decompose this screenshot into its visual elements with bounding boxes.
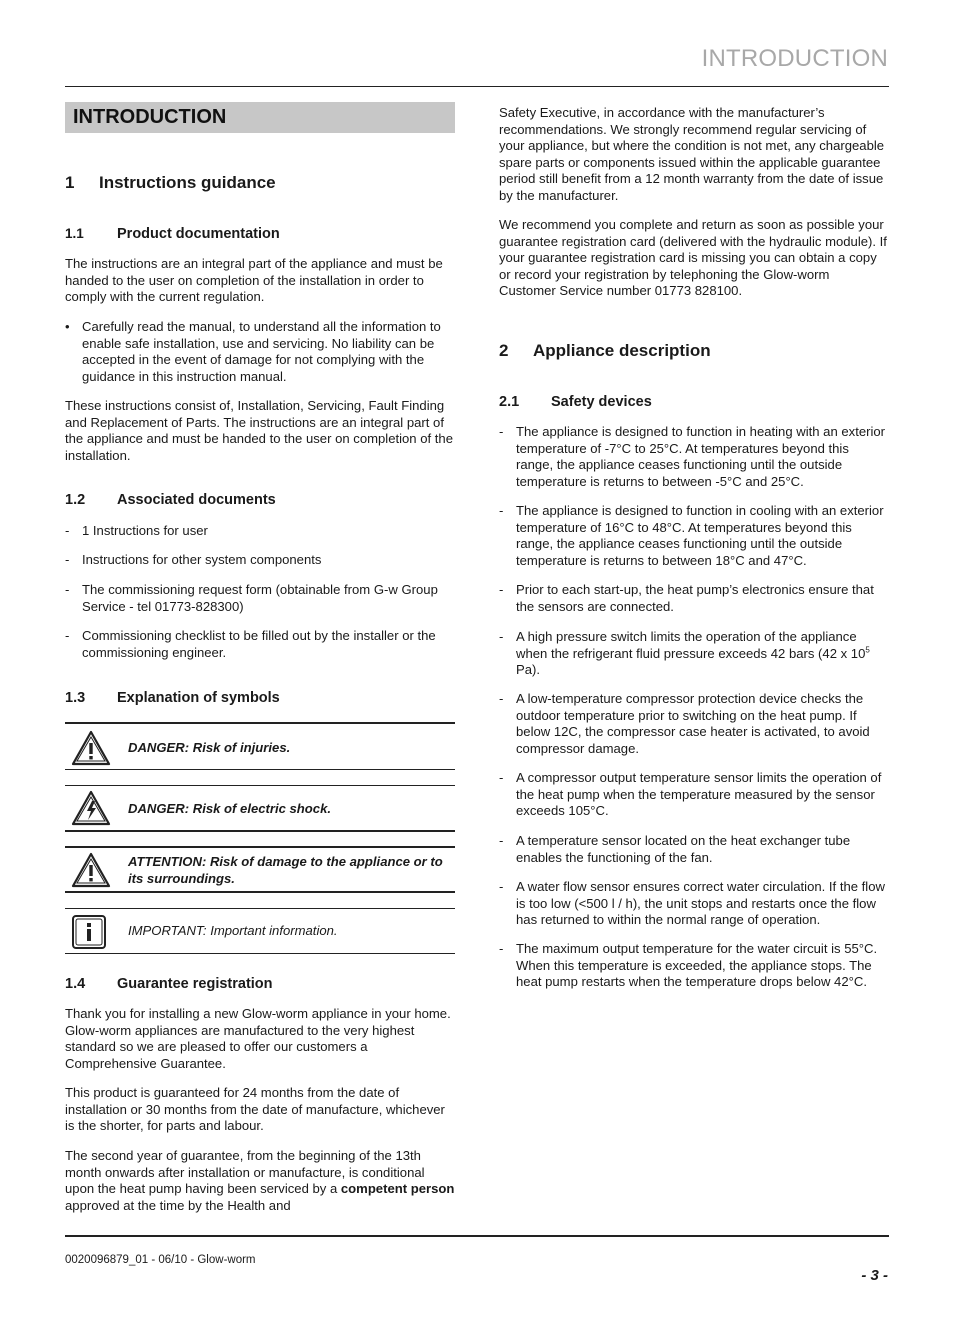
- header-rule: [65, 86, 889, 87]
- warning-triangle-icon: [71, 730, 111, 771]
- document-reference: 0020096879_01 - 06/10 - Glow-worm: [65, 1254, 256, 1266]
- list-item: [499, 879, 889, 929]
- list-item-text: The appliance is designed to function in cooling with an exterior temperature of 16°C to 48°C. At temperatures beyond this range, the appliance ceases functioning until the outside temperature is returns to between 18°C and 47°C.: [516, 503, 884, 568]
- dash-marker: -: [499, 770, 504, 785]
- list-item-text: The maximum output temperature for the water circuit is 55°C. When this temperature is exceeded, the appliance stops. The heat pump restarts when the temperature drops below 42°C.: [516, 941, 878, 990]
- page-header-title: INTRODUCTION: [701, 45, 888, 72]
- paragraph: These instructions consist of, Installation, Servicing, Fault Finding and Replacement of Parts. The instructions are an integral part of the appliance and must be handed to the user on completion of the installation.: [65, 398, 453, 463]
- heading-number: 1: [65, 173, 75, 192]
- list-item-text: Prior to each start-up, the heat pump’s electronics ensure that the sensors are connected.: [516, 582, 874, 614]
- heading-text: Product documentation: [117, 226, 280, 242]
- list-item-text: A temperature sensor located on the heat exchanger tube enables the functioning of the fan.: [516, 833, 851, 865]
- paragraph: [65, 1148, 455, 1214]
- symbol-text: DANGER: Risk of electric shock.: [128, 801, 332, 816]
- heading-1-2: [65, 491, 455, 509]
- electric-shock-icon: [71, 790, 111, 831]
- heading-text: Instructions guidance: [99, 173, 276, 192]
- list-item: [499, 833, 889, 866]
- heading-number: 2.1: [499, 394, 520, 410]
- list-item: [499, 691, 889, 757]
- list-item-text: A water flow sensor ensures correct water circulation. If the flow is too low (<500 l / h), the unit stops and restarts once the flow has returned to within the normal range of operation.: [516, 879, 885, 928]
- symbol-row: [65, 722, 455, 770]
- bullet-marker: •: [65, 319, 70, 334]
- list-item-text: Commissioning checklist to be filled out by the installer or the commissioning engineer.: [82, 628, 436, 660]
- dash-marker: -: [499, 941, 504, 956]
- list-item: [499, 582, 889, 615]
- list-item: [499, 770, 889, 820]
- list-item-text: The commissioning request form (obtainable from G-w Group Service - tel 01773-828300): [82, 582, 438, 614]
- heading-number: 2: [499, 341, 509, 360]
- symbol-row: [65, 846, 455, 893]
- dash-marker: -: [65, 552, 70, 567]
- list-item-text: 1 Instructions for user: [82, 523, 208, 538]
- dash-marker: -: [499, 879, 504, 894]
- paragraph: Thank you for installing a new Glow-worm appliance in your home. Glow-worm appliances are manufactured to the very highest standard so we are pleased to offer our customers a Comprehensive Guarantee.: [65, 1006, 451, 1071]
- list-item: [65, 523, 455, 540]
- info-icon: [71, 914, 107, 955]
- list-item: [65, 628, 455, 661]
- list-item-text: A compressor output temperature sensor limits the operation of the heat pump when the temperature measured by the sensor exceeds 105°C.: [516, 770, 882, 819]
- exponent: 5: [865, 645, 870, 655]
- dash-marker: -: [499, 691, 504, 706]
- attention-triangle-icon: [71, 852, 111, 893]
- symbol-row: [65, 785, 455, 832]
- paragraph: Safety Executive, in accordance with the manufacturer’s recommendations. We strongly recommend regular servicing of your appliance, but where the condition is not met, any chargeable spare parts or components issued within the applicable guarantee period still benefit from a 12 month warranty from the date of issue by the manufacturer.: [499, 105, 885, 203]
- list-item: [65, 552, 455, 569]
- list-item: [499, 941, 889, 991]
- heading-text: Guarantee registration: [117, 976, 273, 992]
- dash-marker: -: [65, 523, 70, 538]
- dash-marker: -: [65, 628, 70, 643]
- dash-marker: -: [499, 503, 504, 518]
- paragraph: The instructions are an integral part of the appliance and must be handed to the user on completion of the installation in order to comply with the current regulation.: [65, 256, 443, 305]
- heading-text: Associated documents: [117, 492, 276, 508]
- heading-1-4: [65, 975, 455, 993]
- symbol-text: ATTENTION: Risk of damage to the appliance or to its surroundings.: [128, 854, 443, 886]
- list-item-text: Instructions for other system components: [82, 552, 322, 567]
- list-item: [65, 582, 455, 615]
- page-number: - 3 -: [861, 1267, 888, 1284]
- list-item-text: A low-temperature compressor protection device checks the outdoor temperature prior to switching on the heat pump. If below 12C, the compressor case heater is activated, to avoid compressor damage.: [516, 691, 870, 756]
- dash-marker: -: [65, 582, 70, 597]
- pressure-unit: Pa).: [516, 662, 541, 678]
- heading-1-3: [65, 689, 455, 707]
- heading-text: Appliance description: [533, 341, 711, 360]
- bullet-text: Carefully read the manual, to understand all the information to enable safe installation, use and servicing. No liability can be accepted in the event of damage for not complying with the guidance in this instruction manual.: [82, 319, 441, 384]
- heading-number: 1.2: [65, 492, 86, 508]
- heading-2: [499, 341, 889, 361]
- symbol-text: DANGER: Risk of injuries.: [128, 740, 291, 755]
- symbol-text: IMPORTANT: Important information.: [128, 923, 338, 938]
- list-item-text: [516, 629, 870, 677]
- heading-1: [65, 173, 455, 193]
- list-item-text: The appliance is designed to function in heating with an exterior temperature of -7°C to 25°C. At temperatures beyond this range, the appliance ceases functioning until the outside temperature is returns to between -5°C and 25°C.: [516, 424, 886, 489]
- paragraph-text: The second year of guarantee, from the beginning of the 13th month onwards after installation or manufacture, is conditional upon the heat pump having been serviced by a: [65, 1148, 425, 1197]
- bullet-item: [65, 319, 455, 385]
- list-item: [499, 503, 889, 569]
- competent-person-text: competent person: [340, 1181, 455, 1197]
- symbol-row: [65, 908, 455, 954]
- paragraph: We recommend you complete and return as soon as possible your guarantee registration card (delivered with the hydraulic module). If your guarantee registration card is missing you can obtain a copy or record your registration by telephoning the Glow-worm Customer Service number 01773 828100.: [499, 217, 887, 299]
- heading-number: 1.3: [65, 690, 86, 706]
- heading-1-1: [65, 225, 455, 243]
- list-item: [499, 629, 889, 679]
- heading-number: 1.1: [65, 226, 84, 241]
- heading-number: 1.4: [65, 976, 86, 992]
- dash-marker: -: [499, 629, 504, 644]
- heading-text: Safety devices: [551, 394, 652, 410]
- paragraph: This product is guaranteed for 24 months from the date of installation or 30 months from the date of manufacture, whichever is the shorter, for parts and labour.: [65, 1085, 445, 1134]
- paragraph-text: approved at the time by the Health and: [65, 1197, 291, 1213]
- dash-marker: -: [499, 833, 504, 848]
- dash-marker: -: [499, 424, 504, 439]
- dash-marker: -: [499, 582, 504, 597]
- list-item: [499, 424, 889, 490]
- heading-2-1: [499, 393, 889, 411]
- heading-text: Explanation of symbols: [117, 690, 280, 706]
- footer-rule: [65, 1235, 889, 1237]
- section-banner: INTRODUCTION: [65, 102, 455, 133]
- pressure-text: A high pressure switch limits the operation of the appliance when the refrigerant fluid pressure exceeds 42 bars (42 x 10: [516, 629, 866, 661]
